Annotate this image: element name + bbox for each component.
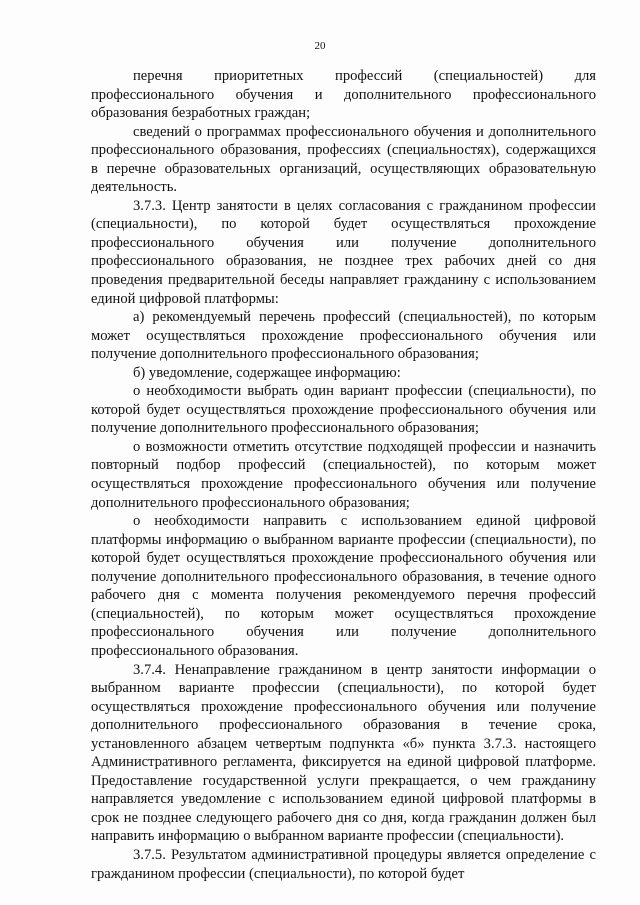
paragraph-item-b: б) уведомление, содержащее информацию: [133,364,401,381]
paragraph-mark-absence: о возможности отметить отсутствие подходящей профессии и назначить повторный подбор профессий (специальностей), по которым может осуществляться прохождение профессионального обучения или получение дополнительного профессионального образования; [91,438,596,511]
page-number: 20 [314,40,326,52]
paragraph-3-7-5: 3.7.5. Результатом административной процедуры является определение с гражданином профессии (специальности), по которой будет [91,846,596,882]
paragraph-choose-option: о необходимости выбрать один вариант профессии (специальности), по которой будет осуществляться прохождение профессионального обучения или получение дополнительного профессионального образования; [91,383,596,437]
paragraph-send-selection: о необходимости направить с использованием единой цифровой платформы информацию о выбранном варианте профессии (специальности), по которой будет осуществляться прохождение профессионального обучения или получение дополнительного профессионального образования, в течение одного рабочего дня с момента получения рекомендуемого перечня профессий (специальностей), по которым может осуществляться прохождение профессионального обучения или получение дополнительного профессионального образования. [91,513,596,659]
paragraph-training-programs-info: сведений о программах профессионального обучения и дополнительного профессионального образования, профессиях (специальностях), содержащихся в перечне образовательных организаций, осуществляющих образовательную деятельность. [91,123,596,196]
paragraph-priority-professions-list: перечня приоритетных профессий (специальностей) для профессионального обучения и дополнительного профессионального образования безработных граждан; [91,68,596,122]
document-body [91,67,596,883]
paragraph-item-a: а) рекомендуемый перечень профессий (специальностей), по которым может осуществляться прохождение профессионального обучения или получение дополнительного профессионального образования; [91,309,596,363]
paragraph-3-7-3: 3.7.3. Центр занятости в целях согласования с гражданином профессии (специальности), по которой будет осуществляться прохождение профессионального обучения или получение дополнительного профессионального образования, не позднее трех рабочих дней со дня проведения предварительной беседы направляет гражданину с использованием единой цифровой платформы: [91,197,596,307]
paragraph-3-7-4: 3.7.4. Ненаправление гражданином в центр занятости информации о выбранном варианте профессии (специальности), по которой будет осуществляться прохождение профессионального обучения или получение дополнительного профессионального образования в течение срока, установленного абзацем четвертым подпункта «б» пункта 3.7.3. настоящего Административного регламента, фиксируется на единой цифровой платформе. Предоставление государственной услуги прекращается, о чем гражданину направляется уведомление с использованием единой цифровой платформы в срок не позднее следующего рабочего дня со дня, когда гражданин должен был направить информацию о выбранном варианте профессии (специальности). [91,661,596,845]
